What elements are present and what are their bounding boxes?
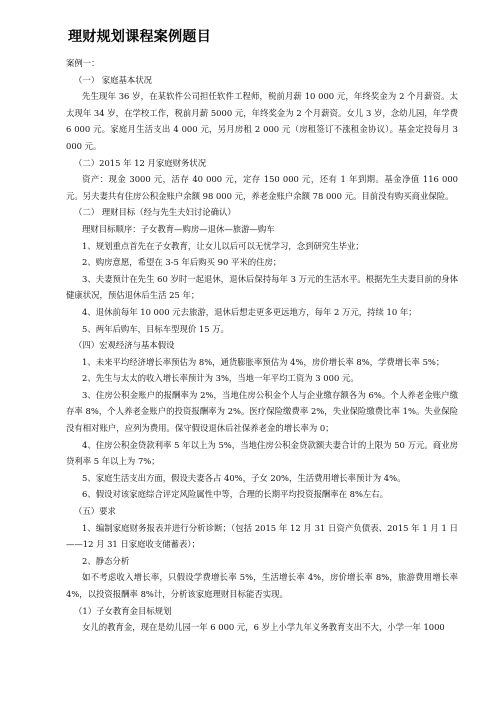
paragraph: 2、购房意愿，希望在 3-5 年后购买 90 平米的住房； xyxy=(82,257,282,268)
paragraph: 2、静态分析 xyxy=(82,555,130,566)
paragraph: 理财目标顺序：子女教育—购房—退休—旅游—购车 xyxy=(82,223,275,234)
paragraph: （二）2015 年 12 月家庭财务状况 xyxy=(74,157,207,168)
page-title: 理财规划课程案例题目 xyxy=(68,29,211,45)
paragraph: 1、规划重点首先在子女教育，让女儿以后可以无忧学习，念到研究生毕业； xyxy=(82,240,364,251)
paragraph: 2、先生与太太的收入增长率预计为 3%，当地一年平均工资为 3 000 元。 xyxy=(82,373,359,384)
paragraph: 先生现年 36 岁，在某软件公司担任软件工程师，税前月薪 10 000 元，年终奖金为 2 个月薪资。太太现年 34 岁，在学校工作，税前月薪 5000 元，年终奖金为 2 个月薪资。女儿 3 岁，念幼儿园，年学费 6 000 元。家庭月生活支出 4 000 元，另月房租 2 000 元（房租签订不涨租金协议）。基金定投每月 3 000 元。 xyxy=(66,91,458,151)
paragraph: 资产：现金 3000 元，活存 40 000 元，定存 150 000 元，还有 1 年到期。基金净值 116 000 元。另夫妻共有住房公积金账户余额 98 000 元，养老金账户余额 78 000 元。目前没有购买商业保险。 xyxy=(66,174,458,201)
paragraph: （四）宏观经济与基本假设 xyxy=(74,340,175,351)
paragraph: 1、编制家庭财务报表并进行分析诊断；（包括 2015 年 12 月 31 日资产负债表、2015 年 1 月 1 日——12 月 31 日家庭收支储蓄表）； xyxy=(66,522,458,550)
paragraph: 4、退休前每年 10 000 元去旅游，退休后想走更多更远地方，每年 2 万元，持续 10 年； xyxy=(82,306,417,317)
paragraph: 3、夫妻预计在先生 60 岁时一起退休，退休后保持每年 3 万元的生活水平。根据先生夫妻目前的身体健康状况，预估退休后生活 25 年； xyxy=(66,273,458,301)
paragraph: 5、两年后购车，目标车型现价 15 万。 xyxy=(82,323,229,334)
paragraph: （二） 理财目标（经与先生夫妇讨论确认） xyxy=(74,207,236,218)
paragraph: （五）要求 xyxy=(74,506,116,517)
paragraph: 案例一： xyxy=(66,58,100,68)
paragraph: （一） 家庭基本状况 xyxy=(74,74,153,85)
paragraph: 如不考虑收入增长率，只假设学费增长率 5%，生活增长率 4%，房价增长率 8%，旅游费用增长率 4%，以投资报酬率 8%计，分析该家庭理财目标能否实现。 xyxy=(66,572,458,599)
document-body xyxy=(66,55,458,636)
paragraph: 5、家庭生活支出方面，假设夫妻各占 40%，子女 20%，生活费用增长率预计为 4%。 xyxy=(82,472,406,483)
paragraph: 1、未来平均经济增长率预估为 8%，通货膨胀率预估为 4%，房价增长率 8%，学费增长率 5%； xyxy=(82,356,445,367)
paragraph: 3、住房公积金账户的报酬率为 2%，当地住房公积金个人与企业缴存额各为 6%。个人养老金账户缴存率 8%，个人养老金账户的投资报酬率为 2%。医疗保险缴费率 2%，失业保险缴费比率 1%。失业保险没有相对账户，应列为费用。保守假设退休后社保养老金的增长率为 0； xyxy=(66,389,458,434)
paragraph: 女儿的教育金，现在是幼儿园一年 6 000 元，6 岁上小学九年义务教育支出不大，小学一年 1000 xyxy=(82,622,445,633)
paragraph: 6、假设对该家庭综合评定风险属性中等，合理的长期平均投资报酬率在 8%左右。 xyxy=(82,489,389,500)
paragraph: （1）子女教育金目标规划 xyxy=(74,605,172,616)
paragraph: 4、住房公积金贷款利率 5 年以上为 5%，当地住房公积金贷款额夫妻合计的上限为 50 万元。商业房贷利率 5 年以上为 7%； xyxy=(66,439,458,467)
